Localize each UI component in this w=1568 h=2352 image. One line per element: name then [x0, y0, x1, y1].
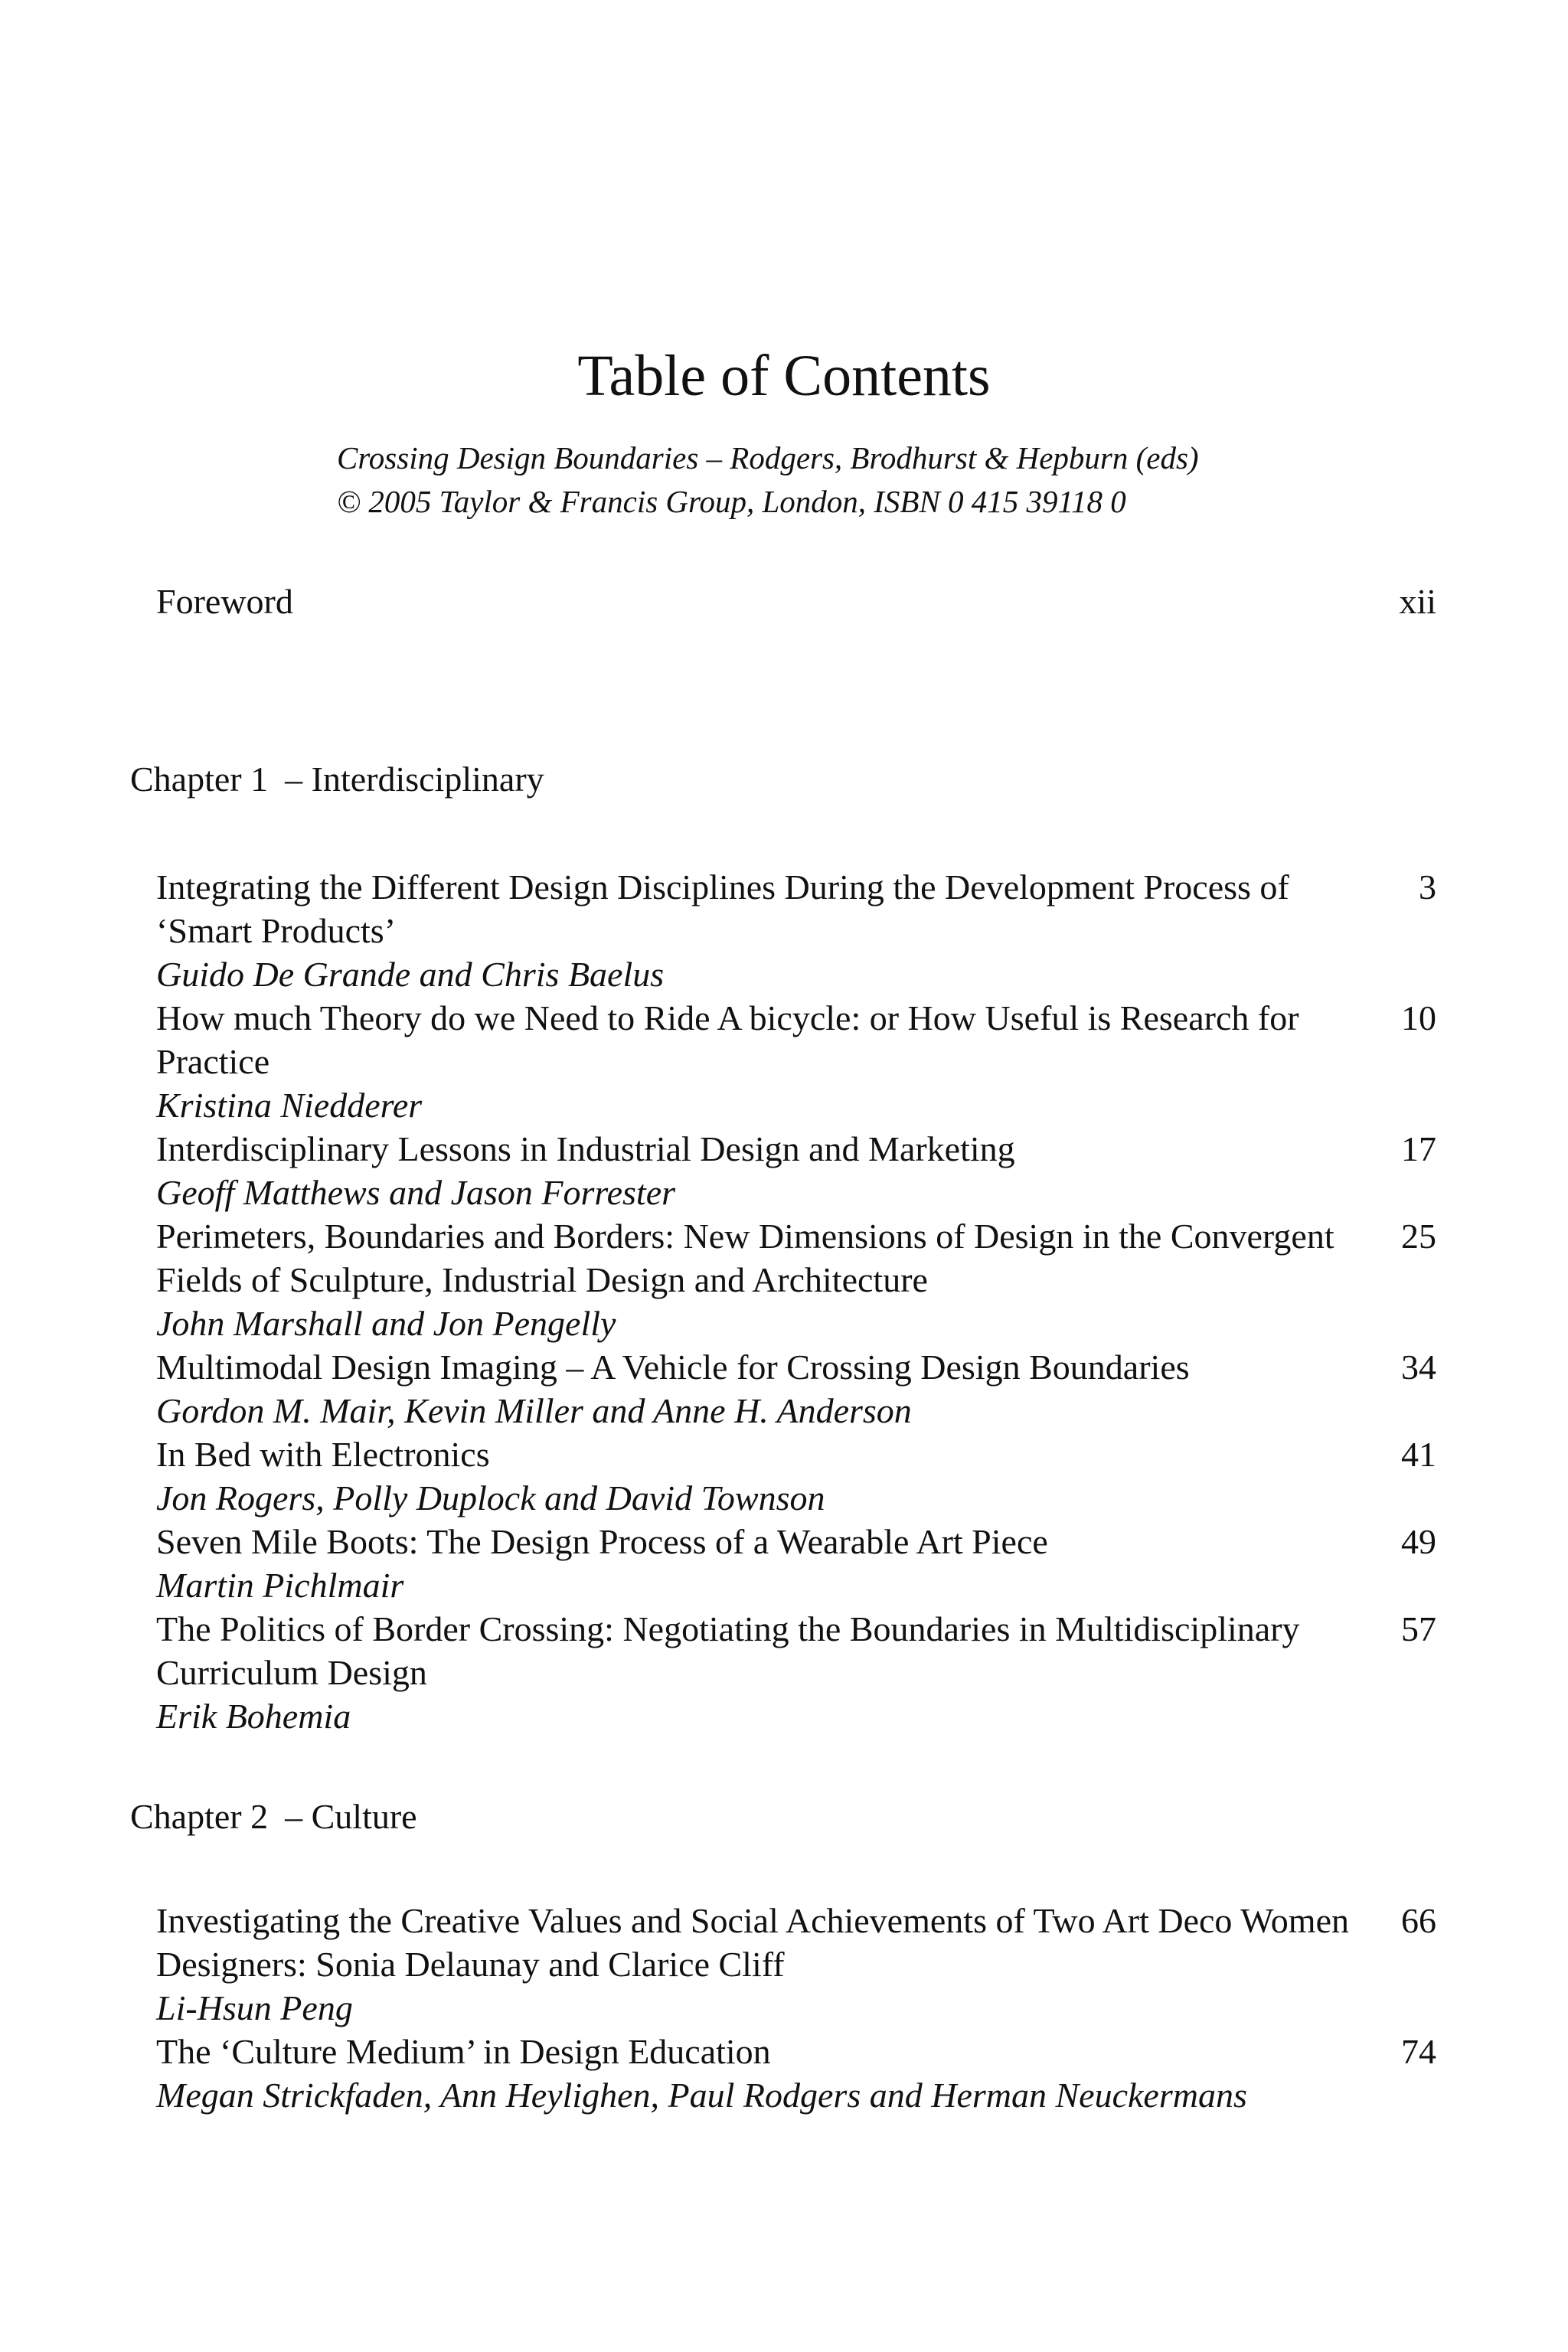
- toc-entry[interactable]: [156, 1607, 1436, 1738]
- chapter-entries: [156, 865, 1436, 1738]
- entry-page: 41: [1401, 1435, 1436, 1474]
- toc-entry[interactable]: [156, 996, 1436, 1127]
- entry-authors: Li-Hsun Peng: [156, 1988, 353, 2027]
- toc-entry[interactable]: [156, 1520, 1436, 1607]
- entry-authors: Kristina Niedderer: [156, 1086, 423, 1125]
- toc-entry[interactable]: [156, 1432, 1436, 1520]
- foreword-label: Foreword: [156, 582, 293, 621]
- entry-authors: Geoff Matthews and Jason Forrester: [156, 1173, 676, 1212]
- chapter-entries: [156, 1899, 1436, 2117]
- toc-entry[interactable]: [156, 1899, 1436, 2030]
- entry-page: 25: [1401, 1217, 1436, 1256]
- chapter-number: Chapter 1: [130, 760, 269, 799]
- entry-title: Perimeters, Boundaries and Borders: New Dimensions of Design in the Convergent Fields of Sculpture, Industrial Design and Architecture: [156, 1217, 1334, 1299]
- toc-entry[interactable]: [156, 1127, 1436, 1214]
- entry-page: 17: [1401, 1129, 1436, 1168]
- entry-page: 3: [1419, 867, 1436, 906]
- chapter-heading: [130, 758, 544, 801]
- entry-page: 57: [1401, 1609, 1436, 1648]
- toc-entry[interactable]: [156, 2030, 1436, 2117]
- entry-title: The ‘Culture Medium’ in Design Education: [156, 2032, 771, 2071]
- toc-entry[interactable]: [156, 1214, 1436, 1345]
- chapter-title: – Culture: [285, 1797, 417, 1836]
- entry-authors: John Marshall and Jon Pengelly: [156, 1304, 616, 1343]
- page-title: Table of Contents: [577, 344, 991, 408]
- entry-title: Integrating the Different Design Disciplines During the Development Process of ‘Smart Products’: [156, 867, 1289, 950]
- chapter-heading: [130, 1795, 417, 1838]
- entry-authors: Jon Rogers, Polly Duplock and David Townson: [156, 1478, 825, 1517]
- chapter-number: Chapter 2: [130, 1797, 269, 1836]
- toc-entry[interactable]: [156, 865, 1436, 996]
- entry-title: In Bed with Electronics: [156, 1435, 490, 1474]
- entry-authors: Guido De Grande and Chris Baelus: [156, 955, 665, 994]
- entry-authors: Megan Strickfaden, Ann Heylighen, Paul Rodgers and Herman Neuckermans: [156, 2076, 1247, 2115]
- foreword-page: xii: [1399, 582, 1436, 621]
- entry-title: Seven Mile Boots: The Design Process of a Wearable Art Piece: [156, 1522, 1048, 1561]
- entry-title: Investigating the Creative Values and Social Achievements of Two Art Deco Women Designers: Sonia Delaunay and Clarice Cliff: [156, 1901, 1350, 1984]
- chapter-title: – Interdisciplinary: [285, 760, 544, 799]
- foreword-entry[interactable]: [156, 580, 1436, 623]
- entry-page: 34: [1401, 1348, 1436, 1387]
- entry-authors: Erik Bohemia: [156, 1697, 351, 1736]
- entry-authors: Martin Pichlmair: [156, 1566, 404, 1605]
- entry-page: 10: [1401, 998, 1436, 1037]
- copyright-line: © 2005 Taylor & Francis Group, London, ISBN 0 415 39118 0: [337, 484, 1126, 519]
- entry-page: 49: [1401, 1522, 1436, 1561]
- toc-entry[interactable]: [156, 1345, 1436, 1432]
- entry-authors: Gordon M. Mair, Kevin Miller and Anne H. Anderson: [156, 1391, 912, 1430]
- entry-title: Multimodal Design Imaging – A Vehicle for Crossing Design Boundaries: [156, 1348, 1190, 1387]
- entry-page: 74: [1401, 2032, 1436, 2071]
- entry-title: How much Theory do we Need to Ride A bicycle: or How Useful is Research for Practice: [156, 998, 1299, 1081]
- entry-title: Interdisciplinary Lessons in Industrial Design and Marketing: [156, 1129, 1015, 1168]
- entry-title: The Politics of Border Crossing: Negotiating the Boundaries in Multidisciplinary Curriculum Design: [156, 1609, 1300, 1692]
- entry-page: 66: [1401, 1901, 1436, 1940]
- book-metadata: [337, 436, 1199, 524]
- book-line: Crossing Design Boundaries – Rodgers, Brodhurst & Hepburn (eds): [337, 440, 1199, 475]
